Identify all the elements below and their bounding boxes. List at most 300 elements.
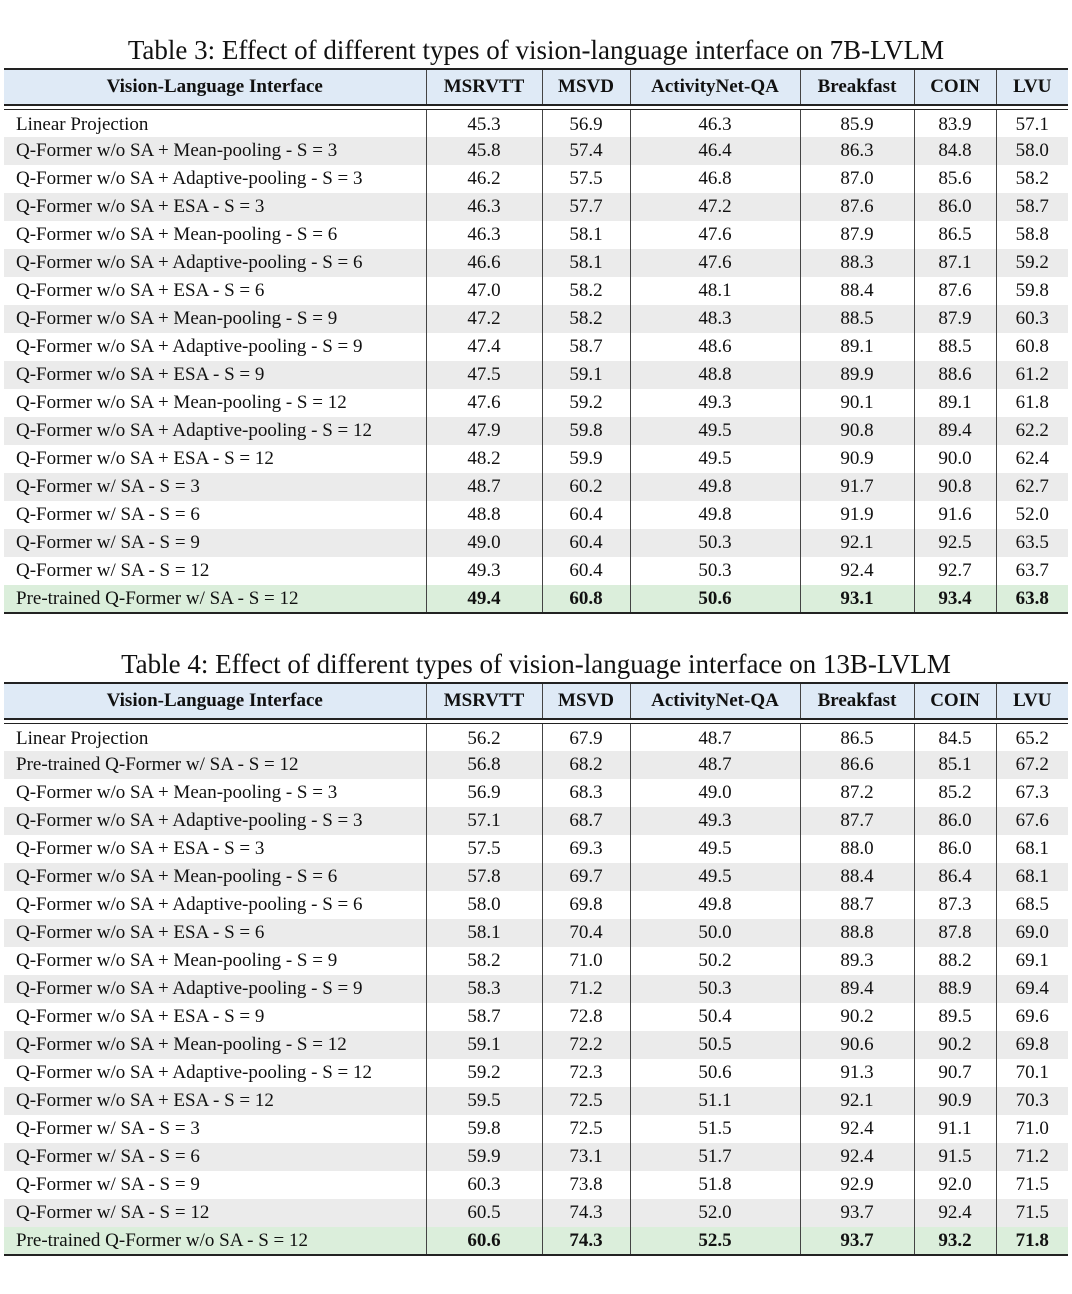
row-label: Q-Former w/ SA - S = 12: [16, 560, 210, 581]
table-row: [4, 1171, 1068, 1199]
value-cell: 87.0: [800, 165, 914, 193]
value-cell: 48.7: [630, 751, 800, 779]
value-cell: 91.1: [914, 1115, 996, 1143]
value-cell: 60.8: [542, 585, 630, 613]
value-cell: 48.8: [630, 361, 800, 389]
table-4-block: [4, 646, 1068, 1256]
column-header: MSVD: [542, 683, 630, 719]
column-header: MSRVTT: [426, 69, 542, 105]
table-caption: Table 4: Effect of different types of vision-language interface on 13B-LVLM: [121, 649, 951, 679]
value-cell: 61.8: [996, 389, 1068, 417]
column-header: MSVD: [542, 69, 630, 105]
value-cell: 49.8: [630, 501, 800, 529]
table-row: [4, 1087, 1068, 1115]
value-cell: 92.4: [800, 1143, 914, 1171]
column-header: ActivityNet-QA: [630, 69, 800, 105]
value-cell: 58.1: [542, 221, 630, 249]
value-cell: 60.8: [996, 333, 1068, 361]
value-cell: 68.7: [542, 807, 630, 835]
value-cell: 88.6: [914, 361, 996, 389]
value-cell: 50.6: [630, 585, 800, 613]
value-cell: 56.8: [426, 751, 542, 779]
value-cell: 45.8: [426, 137, 542, 165]
value-cell: 88.2: [914, 947, 996, 975]
row-label: Q-Former w/ SA - S = 3: [16, 476, 200, 497]
value-cell: 46.3: [426, 193, 542, 221]
value-cell: 59.9: [542, 445, 630, 473]
value-cell: 69.8: [996, 1031, 1068, 1059]
table-body: [4, 109, 1068, 613]
value-cell: 58.0: [996, 137, 1068, 165]
value-cell: 89.4: [914, 417, 996, 445]
value-cell: 50.6: [630, 1059, 800, 1087]
value-cell: 58.2: [542, 305, 630, 333]
value-cell: 93.1: [800, 585, 914, 613]
value-cell: 88.7: [800, 891, 914, 919]
table-row: [4, 557, 1068, 585]
value-cell: 72.5: [542, 1115, 630, 1143]
value-cell: 73.1: [542, 1143, 630, 1171]
value-cell: 62.2: [996, 417, 1068, 445]
value-cell: 45.3: [426, 109, 542, 137]
value-cell: 91.3: [800, 1059, 914, 1087]
value-cell: 59.1: [426, 1031, 542, 1059]
value-cell: 85.2: [914, 779, 996, 807]
value-cell: 91.9: [800, 501, 914, 529]
value-cell: 48.3: [630, 305, 800, 333]
value-cell: 89.1: [914, 389, 996, 417]
value-cell: 68.5: [996, 891, 1068, 919]
value-cell: 50.2: [630, 947, 800, 975]
row-label: Linear Projection: [16, 728, 149, 750]
value-cell: 89.4: [800, 975, 914, 1003]
value-cell: 72.8: [542, 1003, 630, 1031]
value-cell: 87.3: [914, 891, 996, 919]
value-cell: 86.3: [800, 137, 914, 165]
value-cell: 88.4: [800, 277, 914, 305]
value-cell: 46.8: [630, 165, 800, 193]
column-header: LVU: [996, 683, 1068, 719]
value-cell: 90.2: [914, 1031, 996, 1059]
value-cell: 46.3: [630, 109, 800, 137]
value-cell: 90.7: [914, 1059, 996, 1087]
value-cell: 69.3: [542, 835, 630, 863]
table-row: [4, 1143, 1068, 1171]
column-header: COIN: [914, 69, 996, 105]
value-cell: 48.2: [426, 445, 542, 473]
header-row: [4, 69, 1068, 105]
value-cell: 67.3: [996, 779, 1068, 807]
value-cell: 47.4: [426, 333, 542, 361]
value-cell: 46.6: [426, 249, 542, 277]
row-label: Q-Former w/o SA + Mean-pooling - S = 12: [16, 392, 347, 413]
value-cell: 87.1: [914, 249, 996, 277]
value-cell: 62.4: [996, 445, 1068, 473]
value-cell: 89.3: [800, 947, 914, 975]
value-cell: 56.2: [426, 723, 542, 751]
table-row: [4, 751, 1068, 779]
value-cell: 86.0: [914, 193, 996, 221]
value-cell: 48.7: [630, 723, 800, 751]
value-cell: 87.2: [800, 779, 914, 807]
table-row: [4, 193, 1068, 221]
value-cell: 67.9: [542, 723, 630, 751]
row-label: Q-Former w/o SA + Mean-pooling - S = 12: [16, 1034, 347, 1055]
table-row: [4, 1199, 1068, 1227]
value-cell: 85.9: [800, 109, 914, 137]
row-label: Q-Former w/o SA + Adaptive-pooling - S = 12: [16, 1062, 373, 1083]
value-cell: 91.7: [800, 473, 914, 501]
row-label: Q-Former w/o SA + ESA - S = 9: [16, 364, 265, 385]
value-cell: 92.4: [800, 557, 914, 585]
value-cell: 58.7: [996, 193, 1068, 221]
value-cell: 92.9: [800, 1171, 914, 1199]
table-row: [4, 891, 1068, 919]
highlighted-table-row: [4, 585, 1068, 613]
row-label: Pre-trained Q-Former w/ SA - S = 12: [16, 754, 299, 775]
column-header: COIN: [914, 683, 996, 719]
value-cell: 92.1: [800, 529, 914, 557]
row-label: Q-Former w/o SA + Adaptive-pooling - S = 3: [16, 168, 363, 189]
value-cell: 47.5: [426, 361, 542, 389]
value-cell: 71.2: [542, 975, 630, 1003]
value-cell: 62.7: [996, 473, 1068, 501]
value-cell: 51.5: [630, 1115, 800, 1143]
value-cell: 59.5: [426, 1087, 542, 1115]
value-cell: 67.2: [996, 751, 1068, 779]
table-row: [4, 137, 1068, 165]
value-cell: 88.4: [800, 863, 914, 891]
value-cell: 49.5: [630, 863, 800, 891]
value-cell: 70.3: [996, 1087, 1068, 1115]
value-cell: 59.2: [996, 249, 1068, 277]
row-label: Q-Former w/ SA - S = 6: [16, 1146, 200, 1167]
value-cell: 60.5: [426, 1199, 542, 1227]
value-cell: 50.5: [630, 1031, 800, 1059]
value-cell: 68.3: [542, 779, 630, 807]
row-label: Q-Former w/ SA - S = 6: [16, 504, 200, 525]
header-row: [4, 683, 1068, 719]
table-row: [4, 165, 1068, 193]
value-cell: 72.2: [542, 1031, 630, 1059]
value-cell: 89.1: [800, 333, 914, 361]
value-cell: 69.6: [996, 1003, 1068, 1031]
value-cell: 46.4: [630, 137, 800, 165]
row-label: Q-Former w/o SA + ESA - S = 9: [16, 1006, 265, 1027]
value-cell: 69.7: [542, 863, 630, 891]
value-cell: 58.2: [542, 277, 630, 305]
value-cell: 71.0: [542, 947, 630, 975]
value-cell: 85.1: [914, 751, 996, 779]
value-cell: 90.9: [914, 1087, 996, 1115]
value-cell: 72.3: [542, 1059, 630, 1087]
value-cell: 84.5: [914, 723, 996, 751]
table-row: [4, 473, 1068, 501]
value-cell: 89.5: [914, 1003, 996, 1031]
value-cell: 60.2: [542, 473, 630, 501]
value-cell: 59.8: [996, 277, 1068, 305]
column-header: MSRVTT: [426, 683, 542, 719]
value-cell: 71.5: [996, 1199, 1068, 1227]
value-cell: 49.4: [426, 585, 542, 613]
value-cell: 92.5: [914, 529, 996, 557]
value-cell: 92.1: [800, 1087, 914, 1115]
value-cell: 57.1: [426, 807, 542, 835]
table-row: [4, 249, 1068, 277]
row-label: Q-Former w/ SA - S = 9: [16, 532, 200, 553]
value-cell: 71.8: [996, 1227, 1068, 1255]
value-cell: 46.3: [426, 221, 542, 249]
value-cell: 88.5: [914, 333, 996, 361]
value-cell: 57.5: [542, 165, 630, 193]
value-cell: 58.2: [426, 947, 542, 975]
value-cell: 47.2: [426, 305, 542, 333]
value-cell: 90.0: [914, 445, 996, 473]
value-cell: 71.0: [996, 1115, 1068, 1143]
value-cell: 71.2: [996, 1143, 1068, 1171]
row-label: Q-Former w/ SA - S = 3: [16, 1118, 200, 1139]
column-header: Vision-Language Interface: [4, 69, 426, 105]
value-cell: 86.6: [800, 751, 914, 779]
value-cell: 87.9: [914, 305, 996, 333]
value-cell: 52.0: [630, 1199, 800, 1227]
value-cell: 49.8: [630, 891, 800, 919]
value-cell: 69.1: [996, 947, 1068, 975]
value-cell: 74.3: [542, 1199, 630, 1227]
value-cell: 51.1: [630, 1087, 800, 1115]
value-cell: 49.3: [630, 389, 800, 417]
value-cell: 92.7: [914, 557, 996, 585]
row-label: Linear Projection: [16, 114, 149, 136]
value-cell: 59.2: [542, 389, 630, 417]
value-cell: 58.3: [426, 975, 542, 1003]
value-cell: 52.0: [996, 501, 1068, 529]
value-cell: 48.6: [630, 333, 800, 361]
value-cell: 93.7: [800, 1199, 914, 1227]
table-row: [4, 389, 1068, 417]
table-row: [4, 221, 1068, 249]
value-cell: 86.5: [914, 221, 996, 249]
column-header: Breakfast: [800, 69, 914, 105]
value-cell: 57.8: [426, 863, 542, 891]
value-cell: 47.9: [426, 417, 542, 445]
results-table-7b: [4, 68, 1068, 614]
table-row: [4, 333, 1068, 361]
value-cell: 58.8: [996, 221, 1068, 249]
value-cell: 71.5: [996, 1171, 1068, 1199]
value-cell: 63.7: [996, 557, 1068, 585]
value-cell: 87.9: [800, 221, 914, 249]
row-label: Q-Former w/o SA + Mean-pooling - S = 6: [16, 224, 338, 245]
value-cell: 86.0: [914, 807, 996, 835]
value-cell: 49.3: [630, 807, 800, 835]
value-cell: 47.0: [426, 277, 542, 305]
table-row: [4, 305, 1068, 333]
row-label: Q-Former w/o SA + Mean-pooling - S = 9: [16, 950, 338, 971]
value-cell: 49.5: [630, 835, 800, 863]
value-cell: 49.0: [630, 779, 800, 807]
value-cell: 49.5: [630, 417, 800, 445]
value-cell: 59.8: [426, 1115, 542, 1143]
value-cell: 49.3: [426, 557, 542, 585]
value-cell: 59.2: [426, 1059, 542, 1087]
value-cell: 57.1: [996, 109, 1068, 137]
value-cell: 68.2: [542, 751, 630, 779]
row-label: Q-Former w/o SA + ESA - S = 12: [16, 448, 274, 469]
value-cell: 83.9: [914, 109, 996, 137]
table-3-block: [4, 32, 1068, 614]
row-label: Q-Former w/o SA + ESA - S = 3: [16, 196, 265, 217]
value-cell: 48.8: [426, 501, 542, 529]
value-cell: 93.4: [914, 585, 996, 613]
value-cell: 88.9: [914, 975, 996, 1003]
value-cell: 88.3: [800, 249, 914, 277]
value-cell: 87.7: [800, 807, 914, 835]
value-cell: 61.2: [996, 361, 1068, 389]
table-row: [4, 947, 1068, 975]
row-label: Q-Former w/ SA - S = 12: [16, 1202, 210, 1223]
table-row: [4, 417, 1068, 445]
value-cell: 58.1: [426, 919, 542, 947]
column-header: Breakfast: [800, 683, 914, 719]
value-cell: 52.5: [630, 1227, 800, 1255]
value-cell: 72.5: [542, 1087, 630, 1115]
value-cell: 58.2: [996, 165, 1068, 193]
value-cell: 49.8: [630, 473, 800, 501]
value-cell: 67.6: [996, 807, 1068, 835]
value-cell: 57.4: [542, 137, 630, 165]
value-cell: 90.1: [800, 389, 914, 417]
value-cell: 49.5: [630, 445, 800, 473]
row-label: Q-Former w/o SA + ESA - S = 3: [16, 838, 265, 859]
table-row: [4, 779, 1068, 807]
value-cell: 87.6: [914, 277, 996, 305]
value-cell: 47.6: [426, 389, 542, 417]
value-cell: 91.5: [914, 1143, 996, 1171]
table-row: [4, 1003, 1068, 1031]
row-label: Q-Former w/o SA + Mean-pooling - S = 3: [16, 140, 338, 161]
value-cell: 73.8: [542, 1171, 630, 1199]
row-label: Q-Former w/o SA + Adaptive-pooling - S = 9: [16, 336, 363, 357]
value-cell: 58.1: [542, 249, 630, 277]
value-cell: 63.8: [996, 585, 1068, 613]
value-cell: 85.6: [914, 165, 996, 193]
value-cell: 59.9: [426, 1143, 542, 1171]
value-cell: 90.8: [914, 473, 996, 501]
value-cell: 92.0: [914, 1171, 996, 1199]
value-cell: 69.8: [542, 891, 630, 919]
value-cell: 51.8: [630, 1171, 800, 1199]
row-label: Q-Former w/o SA + Adaptive-pooling - S = 12: [16, 420, 373, 441]
column-header: Vision-Language Interface: [4, 683, 426, 719]
row-label: Q-Former w/o SA + ESA - S = 6: [16, 922, 265, 943]
value-cell: 68.1: [996, 835, 1068, 863]
table-row: [4, 109, 1068, 137]
value-cell: 57.5: [426, 835, 542, 863]
table-row: [4, 807, 1068, 835]
value-cell: 92.4: [800, 1115, 914, 1143]
value-cell: 86.4: [914, 863, 996, 891]
value-cell: 46.2: [426, 165, 542, 193]
table-caption: Table 3: Effect of different types of vision-language interface on 7B-LVLM: [127, 35, 945, 65]
row-label: Q-Former w/o SA + ESA - S = 6: [16, 280, 265, 301]
table-row: [4, 723, 1068, 751]
row-label: Q-Former w/o SA + Adaptive-pooling - S = 6: [16, 894, 363, 915]
value-cell: 92.4: [914, 1199, 996, 1227]
value-cell: 88.0: [800, 835, 914, 863]
value-cell: 60.3: [996, 305, 1068, 333]
value-cell: 60.3: [426, 1171, 542, 1199]
value-cell: 89.9: [800, 361, 914, 389]
table-row: [4, 835, 1068, 863]
value-cell: 65.2: [996, 723, 1068, 751]
value-cell: 87.6: [800, 193, 914, 221]
value-cell: 91.6: [914, 501, 996, 529]
value-cell: 49.0: [426, 529, 542, 557]
value-cell: 58.7: [542, 333, 630, 361]
value-cell: 70.4: [542, 919, 630, 947]
row-label: Pre-trained Q-Former w/ SA - S = 12: [16, 587, 299, 609]
table-row: [4, 975, 1068, 1003]
results-table-13b: [4, 682, 1068, 1256]
value-cell: 90.8: [800, 417, 914, 445]
value-cell: 50.3: [630, 529, 800, 557]
value-cell: 58.0: [426, 891, 542, 919]
value-cell: 57.7: [542, 193, 630, 221]
value-cell: 58.7: [426, 1003, 542, 1031]
table-row: [4, 445, 1068, 473]
value-cell: 69.0: [996, 919, 1068, 947]
value-cell: 90.2: [800, 1003, 914, 1031]
value-cell: 60.6: [426, 1227, 542, 1255]
value-cell: 93.7: [800, 1227, 914, 1255]
value-cell: 63.5: [996, 529, 1068, 557]
value-cell: 48.7: [426, 473, 542, 501]
row-label: Q-Former w/o SA + Adaptive-pooling - S = 3: [16, 810, 363, 831]
value-cell: 86.5: [800, 723, 914, 751]
column-header: ActivityNet-QA: [630, 683, 800, 719]
value-cell: 74.3: [542, 1227, 630, 1255]
value-cell: 59.1: [542, 361, 630, 389]
value-cell: 88.5: [800, 305, 914, 333]
row-label: Q-Former w/o SA + Adaptive-pooling - S = 6: [16, 252, 363, 273]
value-cell: 59.8: [542, 417, 630, 445]
value-cell: 88.8: [800, 919, 914, 947]
value-cell: 56.9: [542, 109, 630, 137]
value-cell: 47.6: [630, 221, 800, 249]
table-row: [4, 529, 1068, 557]
value-cell: 51.7: [630, 1143, 800, 1171]
column-header: LVU: [996, 69, 1068, 105]
row-label: Pre-trained Q-Former w/o SA - S = 12: [16, 1229, 308, 1251]
highlighted-table-row: [4, 1227, 1068, 1255]
value-cell: 47.6: [630, 249, 800, 277]
value-cell: 60.4: [542, 501, 630, 529]
value-cell: 86.0: [914, 835, 996, 863]
value-cell: 93.2: [914, 1227, 996, 1255]
value-cell: 87.8: [914, 919, 996, 947]
value-cell: 70.1: [996, 1059, 1068, 1087]
value-cell: 50.0: [630, 919, 800, 947]
table-row: [4, 361, 1068, 389]
row-label: Q-Former w/o SA + Mean-pooling - S = 9: [16, 308, 338, 329]
value-cell: 47.2: [630, 193, 800, 221]
row-label: Q-Former w/ SA - S = 9: [16, 1174, 200, 1195]
value-cell: 56.9: [426, 779, 542, 807]
table-row: [4, 919, 1068, 947]
table-row: [4, 277, 1068, 305]
value-cell: 60.4: [542, 529, 630, 557]
